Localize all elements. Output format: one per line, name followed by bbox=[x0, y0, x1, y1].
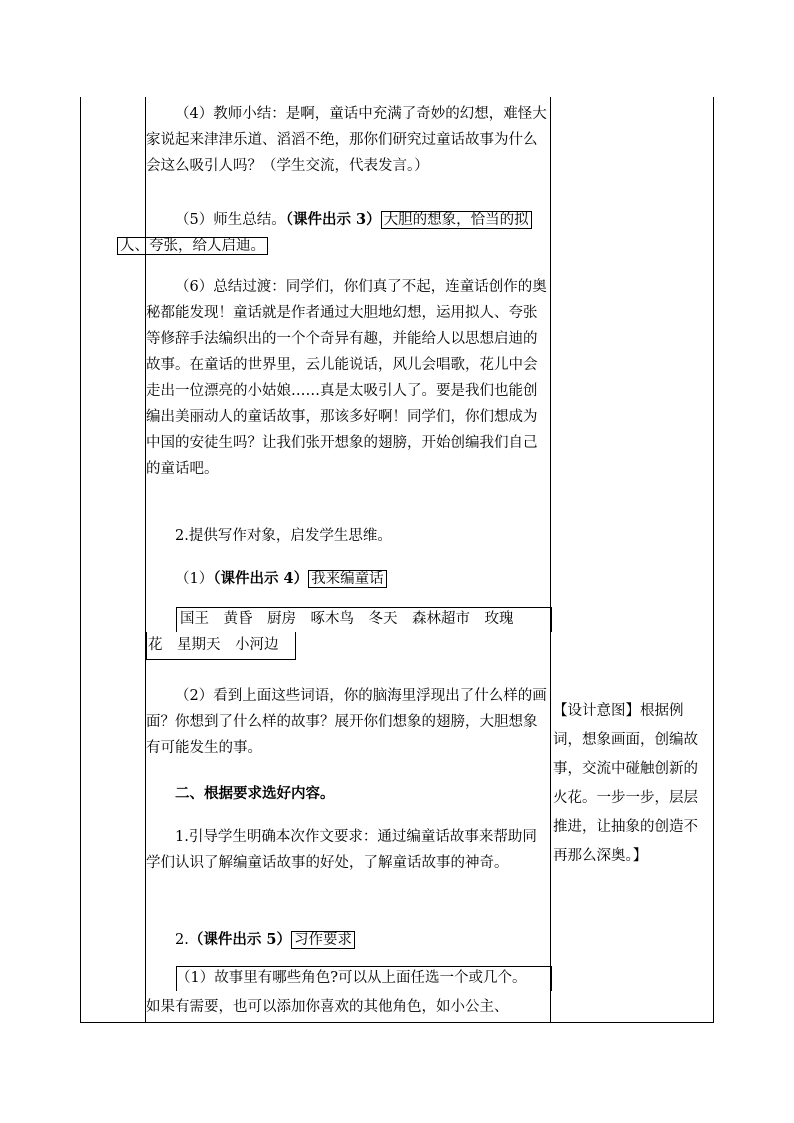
section-heading-choose-content: 二、根据要求选好内容。 bbox=[175, 785, 335, 802]
table-border-bottom bbox=[80, 1022, 714, 1023]
paragraph-transition: （6）总结过渡：同学们，你们真了不起，连童话创作的奥秘都能发现！童话就是作者通过大胆地幻想，运用拟人、夸张等修辞手法编织出的一个个奇异有趣，并能给人以思想启迪的故事。在童话的世界里，云儿能说话，风儿会唱歌，花儿中会走出一位漂亮的小姑娘……真是太吸引人了。要是我们也能创编出美丽动人的童话故事，那该多好啊！同学们，你们想成为中国的安徒生吗？让我们张开想象的翅膀，开始创编我们自己的童话吧。 bbox=[146, 279, 547, 477]
boxed-slide-text: 大胆的想象，恰当的拟 bbox=[381, 211, 532, 229]
requirement-1-continued: 如果有需要，也可以添加你喜欢的其他角色，如小公主、 bbox=[146, 999, 509, 1015]
boxed-slide-text-cont: 人、夸张，给人启迪。 bbox=[117, 237, 268, 255]
table-border-right bbox=[713, 97, 714, 1023]
boxed-title-make-fairytale: 我来编童话 bbox=[308, 570, 387, 588]
paragraph-teacher-student-summary: （5）师生总结。（课件出示 3） 大胆的想象，恰当的拟 人、夸张，给人启迪。 bbox=[146, 207, 550, 259]
paragraph-teacher-summary: （4）教师小结：是啊，童话中充满了奇妙的幻想，难怪大家说起来津津乐道、滔滔不绝，那你们研究过童话故事为什么会这么吸引人吗？（学生交流，代表发言。） bbox=[146, 106, 547, 174]
word-list-line-2: 花 星期天 小河边 bbox=[148, 637, 279, 653]
requirement-1: （1）故事里有哪些角色?可以从上面任选一个或几个。 bbox=[176, 970, 527, 986]
table-border-left bbox=[80, 97, 81, 1023]
section-writing-object: 2.提供写作对象，启发学生思维。 bbox=[175, 528, 392, 544]
word-list-line-1: 国王 黄昏 厨房 啄木鸟 冬天 森林超市 玫瑰 bbox=[180, 611, 514, 627]
word-list bbox=[146, 606, 550, 658]
design-intent-note: 【设计意图】根据例词，想象画面，创编故事，交流中碰触创新的火花。一步一步，层层推进，让抽象的创造不再那么深奥。】 bbox=[553, 703, 698, 864]
paragraph-imagine: （2）看到上面这些词语，你的脑海里浮现出了什么样的画面？你想到了什么样的故事？展开你们想象的翅膀，大胆想象有可能发生的事。 bbox=[146, 688, 547, 756]
column-divider-2 bbox=[550, 97, 551, 1023]
slide-5-line: 2.（课件出示 5） 习作要求 bbox=[146, 927, 550, 953]
boxed-title-writing-requirements: 习作要求 bbox=[291, 931, 355, 949]
paragraph-requirements-intro: 1.引导学生明确本次作文要求：通过编童话故事来帮助同学们认识了解编童话故事的好处，了解童话故事的神奇。 bbox=[146, 829, 537, 871]
slide-4-line: （1）（课件出示 4） 我来编童话 bbox=[146, 566, 550, 592]
